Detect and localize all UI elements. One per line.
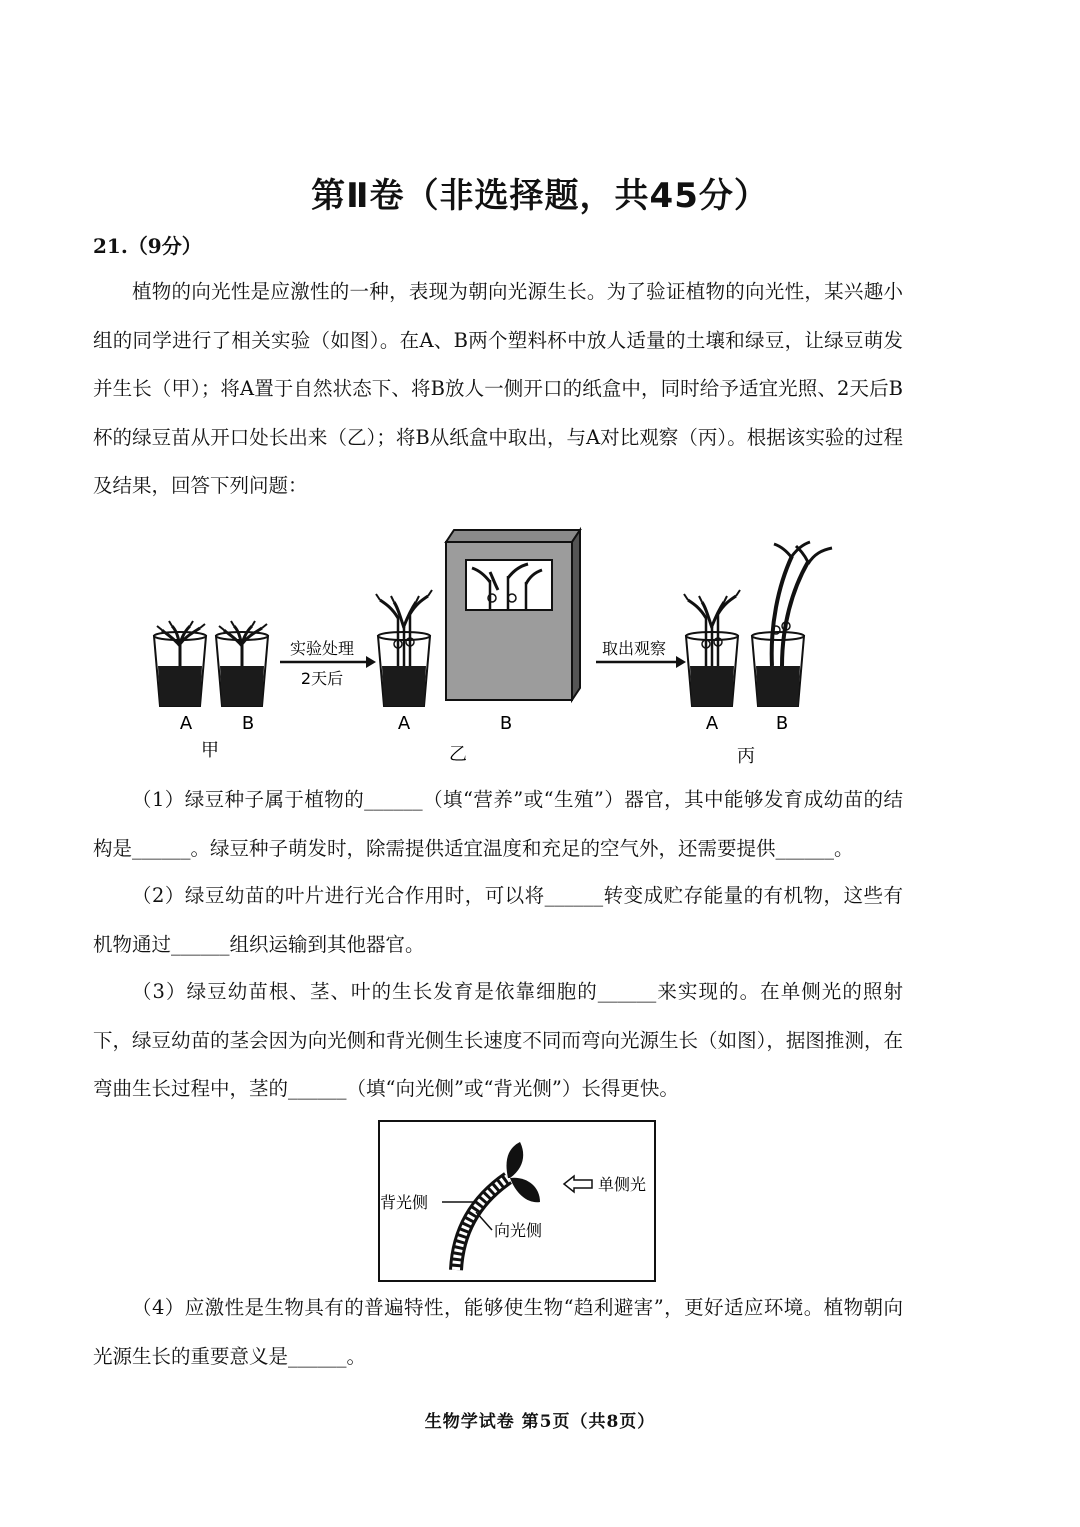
- label-b-bing: B: [775, 713, 789, 734]
- label-a-bing: A: [705, 713, 719, 734]
- label-shaded-side: 背光侧: [380, 1193, 429, 1212]
- subquestion-4: （4）应激性是生物具有的普遍特性，能够使生物“趋利避害”，更好适应环境。植物朝向光源生长的重要意义是______。: [93, 1296, 903, 1368]
- section-title: 第Ⅱ卷（非选择题，共45分）: [311, 176, 769, 216]
- arrow-treatment-label: 实验处理: [289, 639, 355, 658]
- question-number: 21.（9分）: [93, 234, 202, 258]
- arrow-days-label: 2天后: [300, 669, 344, 688]
- arrow-observe-label: 取出观察: [601, 639, 667, 658]
- experiment-figure: [140, 520, 860, 775]
- cup-a-jia: [154, 621, 206, 706]
- subquestion-1: （1）绿豆种子属于植物的______（填“营养”或“生殖”）器官，其中能够发育成幼苗的结构是______。绿豆种子萌发时，除需提供适宜温度和充足的空气外，还需要提供______。: [93, 788, 903, 860]
- label-unilateral-light: 单侧光: [598, 1175, 647, 1194]
- subquestion-3: （3）绿豆幼苗根、茎、叶的生长发育是依靠细胞的______来实现的。在单侧光的照射下，绿豆幼苗的茎会因为向光侧和背光侧生长速度不同而弯向光源生长（如图），据图推测，在弯曲生长过程中，茎的______（填“向光侧”或“背光侧”）长得更快。: [93, 980, 903, 1100]
- arrow-treatment: [280, 639, 376, 688]
- cup-a-yi: [376, 590, 432, 706]
- cup-b-jia: [216, 621, 268, 706]
- phototropism-figure: [378, 1120, 656, 1282]
- label-bing: 丙: [737, 746, 755, 767]
- cup-a-bing: [684, 590, 740, 706]
- label-b-jia: B: [241, 713, 255, 734]
- label-a-jia: A: [179, 713, 193, 734]
- subquestion-2: （2）绿豆幼苗的叶片进行光合作用时，可以将______转变成贮存能量的有机物，这些有机物通过______组织运输到其他器官。: [93, 884, 903, 956]
- box-b-yi: [446, 530, 580, 700]
- question-intro: 植物的向光性是应激性的一种，表现为朝向光源生长。为了验证植物的向光性，某兴趣小组的同学进行了相关实验（如图）。在A、B两个塑料杯中放人适量的土壤和绿豆，让绿豆萌发并生长（甲）；将A置于自然状态下、将B放人一侧开口的纸盒中，同时给予适宜光照、2天后B杯的绿豆苗从开口处长出来（乙）；将B从纸盒中取出，与A对比观察（丙）。根据该实验的过程及结果，回答下列问题：: [93, 280, 903, 497]
- page-footer: 生物学试卷 第5页（共8页）: [424, 1412, 656, 1432]
- label-b-yi: B: [499, 713, 513, 734]
- arrow-observe: [596, 639, 686, 668]
- cup-b-bing: [752, 542, 832, 706]
- label-a-yi: A: [397, 713, 411, 734]
- label-jia: 甲: [201, 740, 219, 761]
- label-lit-side: 向光侧: [494, 1221, 543, 1240]
- label-yi: 乙: [449, 744, 467, 765]
